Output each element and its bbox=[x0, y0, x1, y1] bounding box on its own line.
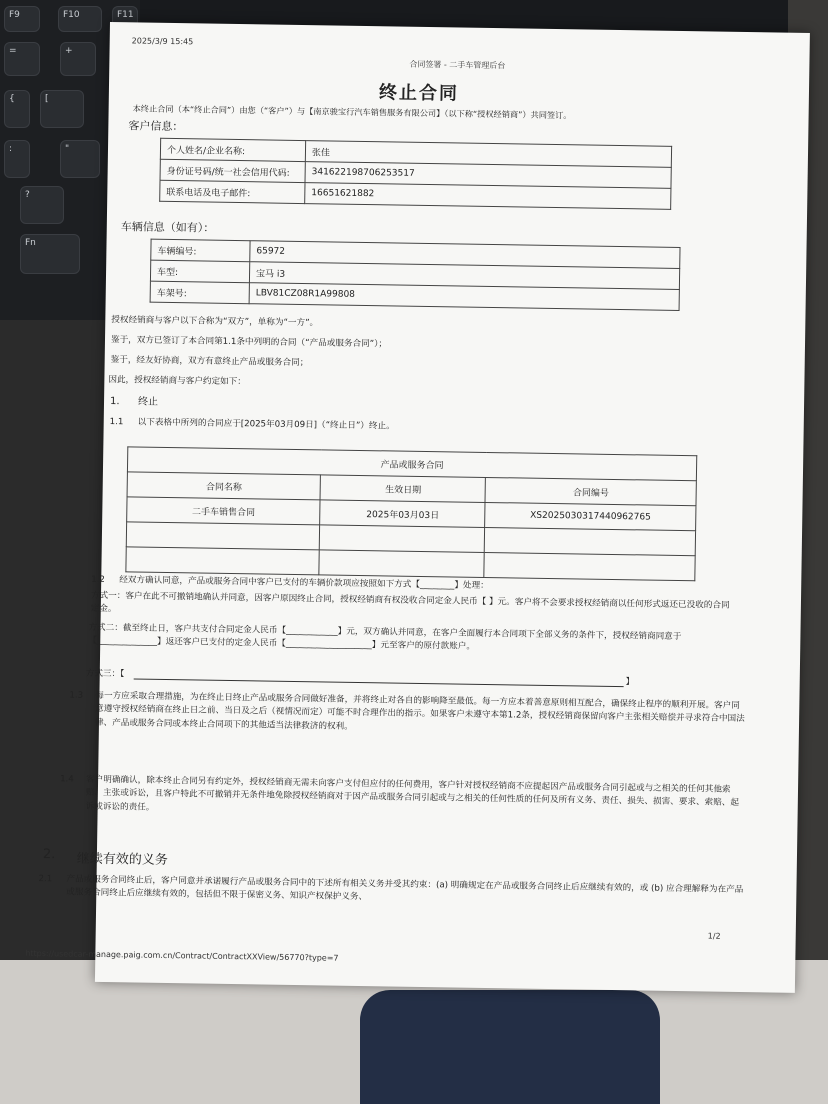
clause-1-4-text: 客户明确确认，除本终止合同另有约定外，授权经销商无需未向客户支付但应付的任何费用，客户针对授权经销商不应提起因产品或服务合同引起或与之相关的任何其他索赔、主张或诉讼，且客户特此不可撤销并无条件地免除授权经销商对于因产品或服务合同引起或与之相关的任何性质的任何及所有义务、责任、损失、损害、要求、索赔、起诉或诉讼的责任。 bbox=[85, 774, 740, 813]
vehicle-info-table bbox=[150, 239, 681, 311]
therefore-clause: 因此，授权经销商与客户约定如下： bbox=[108, 375, 246, 388]
customer-id-label: 身份证号码/统一社会信用代码: bbox=[160, 159, 305, 182]
clause-2-1-text: 产品或服务合同终止后，客户同意并承诺履行产品或服务合同中的下述所有相关义务并受其约束：(a) 明确规定在产品或服务合同终止后应继续有效的，或 (b) 应合理解释为在产品或服务合同终止后应继续有效的，包括但不限于保密义务、知识产权保护义务、 bbox=[66, 874, 744, 903]
clause-1-2-option-3-end: 】 bbox=[625, 677, 635, 688]
key-equals: = bbox=[4, 42, 40, 76]
customer-contact-label: 联系电话及电子邮件: bbox=[160, 180, 305, 203]
clause-1-2-option-2: 方式二：截至终止日，客户共支付合同定金人民币【____________】元，双方确认并同意，在客户全面履行本合同项下全部义务的条件下，授权经销商同意于【______________】返还客户已支付的定金人民币【____________________】元至客户的原付款账户。 bbox=[88, 622, 682, 653]
clause-1-4-number: 1.4 bbox=[60, 774, 74, 785]
key-plus: + bbox=[60, 42, 96, 76]
vehicle-section-label: 车辆信息（如有）： bbox=[120, 220, 215, 235]
option-3-blank-line bbox=[134, 678, 624, 687]
key-colon: : bbox=[4, 140, 30, 178]
vehicle-vin-value: LBV81CZ08R1A99808 bbox=[249, 283, 679, 311]
key-quote: " bbox=[60, 140, 100, 178]
contracts-table bbox=[125, 446, 697, 581]
clause-1-2-number: 1.2 bbox=[91, 574, 105, 585]
key-f10: F10 bbox=[58, 6, 102, 32]
key-fn: Fn bbox=[20, 234, 80, 274]
parties-definition: 授权经销商与客户以下合称为“双方”，单称为“一方”。 bbox=[111, 315, 319, 329]
column-header-number: 合同编号 bbox=[485, 477, 696, 505]
clause-1-3-number: 1.3 bbox=[69, 690, 84, 701]
key-bracket: { bbox=[4, 90, 30, 128]
customer-section-label: 客户信息： bbox=[128, 119, 184, 134]
empty-cell bbox=[485, 527, 696, 555]
intro-paragraph: 本终止合同（本“终止合同”）由您（“客户”）与【南京骏宝行汽车销售服务有限公司】（以下称“授权经销商”）共同签订。 bbox=[132, 103, 572, 121]
person-shadow bbox=[360, 990, 660, 1104]
empty-cell bbox=[320, 525, 485, 553]
key-question: ? bbox=[20, 186, 64, 224]
vehicle-number-value: 65972 bbox=[250, 241, 680, 269]
customer-id-value: 341622198706253517 bbox=[305, 162, 671, 189]
section-2-title: 继续有效的义务 bbox=[76, 851, 168, 869]
whereas-clause-1: 鉴于，双方已签订了本合同第1.1条中列明的合同（“产品或服务合同”）； bbox=[110, 335, 388, 350]
document-title: 终止合同 bbox=[378, 82, 460, 105]
section-1-title: 终止 bbox=[137, 396, 159, 408]
clause-2-1-number: 2.1 bbox=[38, 873, 53, 885]
page-number: 1/2 bbox=[707, 931, 721, 941]
table-caption: 产品或服务合同 bbox=[127, 447, 696, 481]
clause-1-1-number: 1.1 bbox=[109, 417, 124, 428]
empty-cell bbox=[126, 522, 320, 550]
print-timestamp: 2025/3/9 15:45 bbox=[131, 36, 194, 47]
clause-1-3-text: 每一方应采取合理措施，为在终止日终止产品或服务合同做好准备，并将终止对各自的影响降至最低。每一方应本着善意原则相互配合，确保终止程序的顺利开展。客户同意遵守授权经销商在终止日之前、当日及之后（视情况而定）可能不时合理作出的指示。如果客户未遵守本第1.2条，授权经销商保留向客户主张相关赔偿并寻求符合中国法律、产品或服务合同或本终止合同项下的其他适当法律救济的权利。 bbox=[94, 690, 745, 732]
section-2-number: 2. bbox=[42, 847, 56, 863]
vehicle-vin-label: 车架号: bbox=[150, 281, 249, 304]
column-header-name: 合同名称 bbox=[127, 472, 321, 500]
contract-number-cell: XS2025030317440962765 bbox=[485, 502, 696, 530]
customer-info-table bbox=[159, 138, 672, 210]
section-1-number: 1. bbox=[109, 396, 120, 408]
vehicle-model-label: 车型: bbox=[150, 260, 249, 283]
clause-1-2-option-3-label: 方式三：【 bbox=[85, 668, 125, 680]
key-f9: F9 bbox=[4, 6, 40, 32]
customer-name-value: 张佳 bbox=[305, 141, 671, 168]
clause-1-2-option-1: 方式一：客户在此不可撤销地确认并同意，因客户原因终止合同，授权经销商有权没收合同定金人民币【 】元。客户将不会要求授权经销商以任何形式返还已没收的合同定金。 bbox=[90, 590, 730, 615]
empty-cell bbox=[126, 547, 320, 575]
clause-1-2-text: 经双方确认同意，产品或服务合同中客户已支付的车辆价款项应按照如下方式【________】处理： bbox=[119, 575, 489, 592]
clause-1-1-text: 以下表格中所列的合同应于[2025年03月09日]（“终止日”）终止。 bbox=[137, 417, 395, 432]
vehicle-model-value: 宝马 i3 bbox=[249, 262, 679, 290]
footer-url: https://usedcar-manage.paig.com.cn/Contract/ContractXXView/56770?type=7 bbox=[25, 948, 339, 963]
column-header-date: 生效日期 bbox=[320, 475, 485, 503]
vehicle-number-label: 车辆编号: bbox=[151, 239, 250, 262]
empty-cell bbox=[484, 552, 695, 580]
contract-name-cell: 二手车销售合同 bbox=[127, 497, 321, 525]
customer-contact-value: 16651621882 bbox=[305, 183, 671, 210]
key-f11: F11 bbox=[112, 6, 138, 32]
contract-date-cell: 2025年03月03日 bbox=[320, 500, 485, 528]
whereas-clause-2: 鉴于，经友好协商，双方有意终止产品或服务合同； bbox=[110, 355, 309, 369]
key-bracket-open: [ bbox=[40, 90, 84, 128]
print-site-title: 合同签署 - 二手车管理后台 bbox=[409, 59, 506, 71]
customer-name-label: 个人姓名/企业名称: bbox=[160, 138, 305, 161]
empty-cell bbox=[319, 550, 484, 578]
